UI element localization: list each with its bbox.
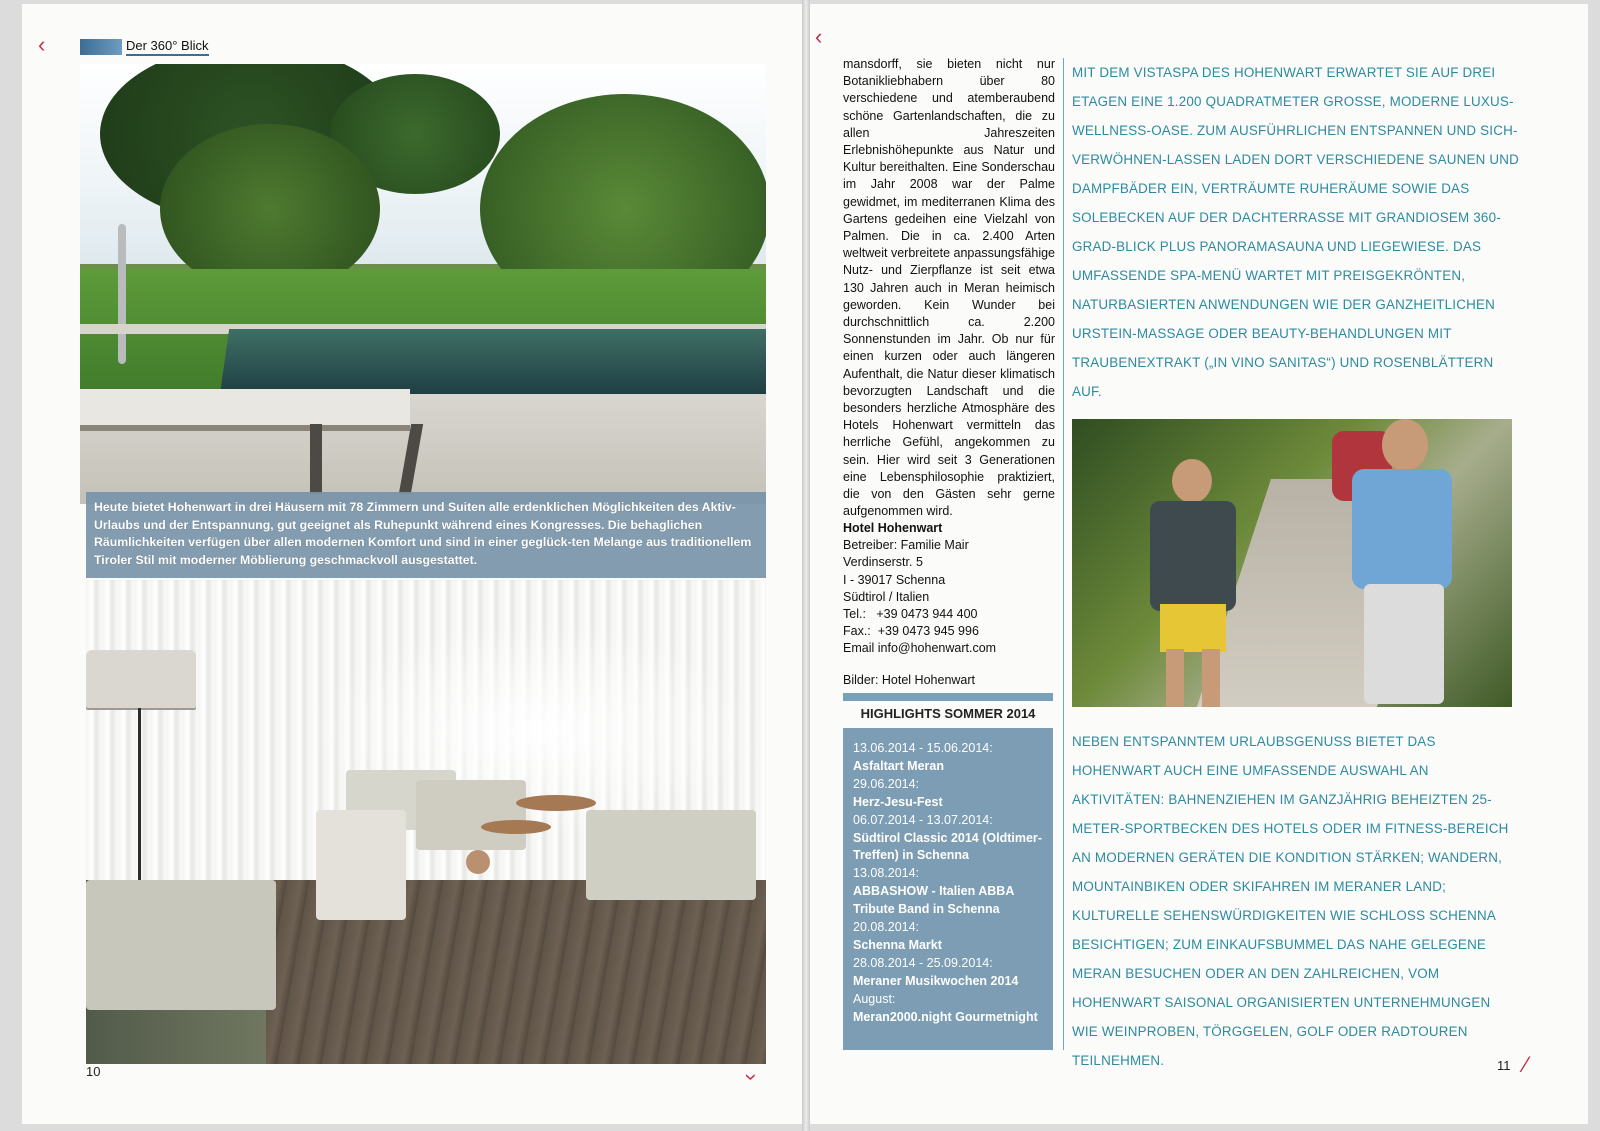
caption-text: Heute bietet Hohenwart in drei Häusern mit 78 Zimmern und Suiten alle erdenklichen Möglichkeiten des Aktiv-Urlaubs und der Entspannung, gut geeignet als Ruhepunkt während eines Kongresses. Die behaglichen Räumlichkeiten verfügen über allen modernen Komfort und sind in einer geglück-ten Melange aus traditionellem Tiroler Stil mit moderner Möblierung geschmackvoll ausgestattet. (94, 500, 752, 567)
highlight-item: 13.08.2014: ABBASHOW - Italien ABBA Tribute Band in Schenna (853, 866, 1014, 917)
highlight-item: 13.06.2014 - 15.06.2014: Asfaltart Meran (853, 741, 993, 773)
hotel-fax: Fax.: +39 0473 945 996 (843, 624, 979, 639)
column-divider (1063, 58, 1064, 1050)
section-label: Der 360° Blick (126, 38, 209, 56)
margin-mark-icon: ‹ (815, 24, 823, 49)
page-number-left: 10 (86, 1064, 101, 1079)
highlight-item: August: Meran2000.night Gourmetnight (853, 991, 1038, 1024)
hotel-name: Hotel Hohenwart (843, 521, 943, 535)
lounge-photo (86, 580, 766, 1064)
margin-mark-icon: › (739, 1073, 765, 1081)
photo-credit: Bilder: Hotel Hohenwart (843, 673, 976, 687)
section-tag-bar (80, 39, 122, 55)
page-gutter (802, 0, 810, 1131)
spa-paragraph: MIT DEM VISTASPA DES HOHENWART ERWARTET SIE AUF DREI ETAGEN EINE 1.200 QUADRATMETER GROSSE, MODERNE LUXUS-WELLNESS-OASE. ZUM AUSFÜHRLICHEN ENTSPANNEN UND SICH-VERWÖHNEN-LASSEN LADEN DORT VERSCHIEDENE SAUNEN UND DAMPFBÄDER EIN, VERTRÄUMTE RUHERÄUME SOWIE DAS SOLEBECKEN AUF DER DACHTERRASSE MIT GRANDIOSEM 360-GRAD-BLICK PLUS PANORAMASAUNA UND LIEGEWIESE. DAS UMFASSENDE SPA-MENÜ WARTET MIT PREISGEKRÖNTEN, NATURBASIERTEN ANWENDUNGEN WIE DER GANZHEITLICHEN URSTEIN-MASSAGE ODER BEAUTY-BEHANDLUNGEN MIT TRAUBENEXTRAKT („IN VINO SANITAS“) UND ROSENBLÄTTERN AUF. (1072, 65, 1519, 399)
highlight-item: 20.08.2014: Schenna Markt (853, 920, 942, 952)
body-paragraph: mansdorff, sie bieten nicht nur Botanikliebhabern über 80 verschiedene und atemberaubend schöne Gartenlandschaften, die zu allen Jahreszeiten Erlebnishöhepunkte aus Natur und Kultur bereithalten. Eine Sonderschau im Jahr 2008 war der Palme gewidmet, im mediterranen Klima des Gartens gedeihen eine Vielzahl von Palmen. Die in ca. 2.400 Arten weltweit verbreitete anpassungsfähige Nutz- und Zierpflanze ist seit etwa 130 Jahren auch in Meran heimisch geworden. Kein Wunder bei durchschnittlich ca. 2.200 Sonnenstunden im Jahr. Ob nur für einen kurzen oder auch längeren Aufenthalt, die Natur dieser klimatisch bevorzugten Landschaft und die besonders herzliche Atmosphäre des Hotels Hohenwart vermitteln das herrliche Gefühl, angekommen zu sein. Hier wird seit 3 Generationen eine Lebensphilosophie praktiziert, die von den Gästen sehr gerne aufgenommen wird. (843, 57, 1055, 519)
highlight-item: 06.07.2014 - 13.07.2014: Südtirol Classic 2014 (Oldtimer-Treffen) in Schenna (853, 812, 1042, 863)
highlight-item: 28.08.2014 - 25.09.2014: Meraner Musikwochen 2014 (853, 955, 1019, 988)
spa-text (1072, 58, 1520, 406)
hotel-region: Südtirol / Italien (843, 589, 930, 604)
margin-mark-icon: ⁄ (1524, 1052, 1528, 1077)
highlights-top-bar (843, 693, 1053, 701)
hotel-street: Verdinserstr. 5 (843, 555, 923, 570)
hotel-address (843, 520, 1055, 658)
page-number-right: 11 (1497, 1058, 1511, 1073)
activities-text (1072, 727, 1520, 1075)
section-tag (80, 38, 209, 56)
activities-paragraph: NEBEN ENTSPANNTEM URLAUBSGENUSS BIETET DAS HOHENWART AUCH EINE UMFASSENDE AUSWAHL AN AKTIVITÄTEN: BAHNENZIEHEN IM GANZJÄHRIG BEHEIZTEN 25-METER-SPORTBECKEN DES HOTELS ODER IM FITNESS-BEREICH AN MODERNEN GERÄTEN DIE KONDITION STÄRKEN; WANDERN, MOUNTAINBIKEN ODER SKIFAHREN IM MERANER LAND; KULTURELLE SEHENSWÜRDIGKEITEN WIE SCHLOSS SCHENNA BESICHTIGEN; ZUM EINKAUFSBUMMEL DAS NAHE GELEGENE MERAN BESUCHEN ODER AN DEN ZAHLREICHEN, VOM HOHENWART SAISONAL ORGANISIERTEN UNTERNEHMUNGEN WIE WEINPROBEN, TÖRGGELEN, GOLF ODER RADTOUREN TEILNEHMEN. (1072, 734, 1509, 1068)
highlights-title: HIGHLIGHTS SOMMER 2014 (860, 706, 1036, 721)
photo-caption (86, 492, 766, 578)
hiking-photo (1072, 419, 1512, 707)
highlights-box (843, 728, 1053, 1050)
hotel-city: I - 39017 Schenna (843, 572, 946, 587)
margin-mark-icon: ‹ (38, 32, 46, 57)
hotel-operator: Betreiber: Familie Mair (843, 538, 969, 553)
hotel-phone: Tel.: +39 0473 944 400 (843, 607, 978, 622)
highlight-item: 29.06.2014: Herz-Jesu-Fest (853, 776, 943, 809)
pool-photo (80, 64, 766, 504)
body-text-column (843, 56, 1055, 520)
hotel-email: Email info@hohenwart.com (843, 641, 997, 656)
